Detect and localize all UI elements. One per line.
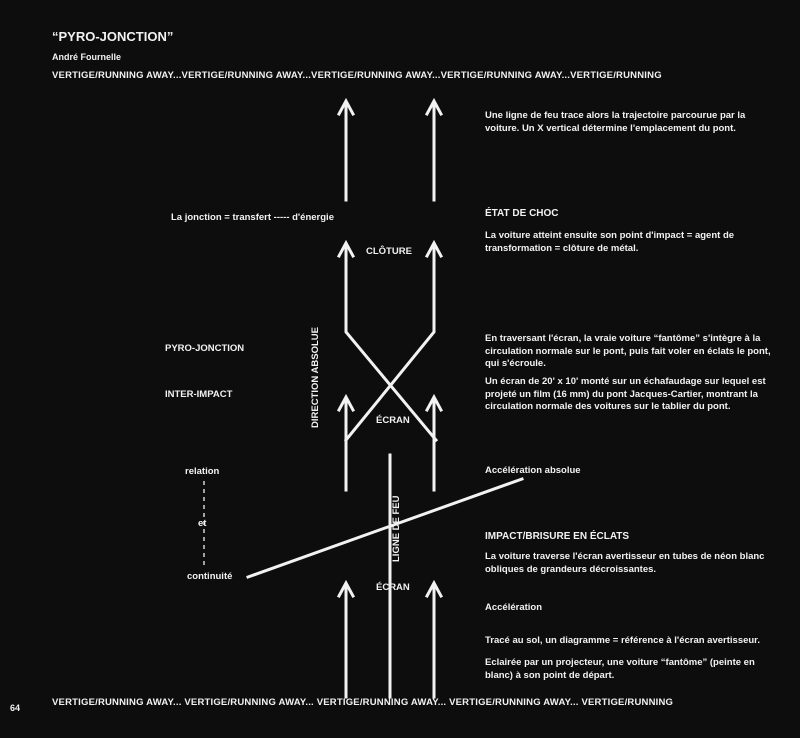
note-trace: Tracé au sol, un diagramme = référence à l'écran avertisseur.: [485, 635, 760, 646]
page-number: 64: [10, 703, 21, 713]
note-ligne-feu: Une ligne de feu trace alors la trajectoire parcourue par la voiture. Un X vertical détermine l'emplacement du pont.: [485, 110, 746, 134]
ecran-mid-left-arrow: [339, 397, 353, 490]
label-inter-impact: INTER-IMPACT: [165, 389, 233, 400]
label-cloture: CLÔTURE: [366, 246, 412, 257]
note-etat-choc: La voiture atteint ensuite son point d'impact = agent de transformation = clôture de métal.: [485, 230, 735, 254]
bottom-right-arrow: [427, 583, 441, 697]
note-eclairee: Eclairée par un projecteur, une voiture “fantôme” (peinte en blanc) à son point de départ.: [485, 657, 755, 681]
label-et: et: [198, 518, 207, 529]
note-etat-choc-heading: ÉTAT DE CHOC: [485, 208, 559, 219]
acceleration-diagonal-line: [248, 479, 522, 577]
label-acceleration-absolue: Accélération absolue: [485, 465, 581, 476]
top-left-arrow: [339, 101, 353, 200]
banner-top: VERTIGE/RUNNING AWAY...VERTIGE/RUNNING AWAY...VERTIGE/RUNNING AWAY...VERTIGE/RUNNING AWAY...VERTIGE/RUNNING: [52, 70, 662, 81]
page-title: “PYRO-JONCTION”: [52, 29, 174, 44]
label-jonction: La jonction = transfert ----- d'énergie: [171, 212, 334, 223]
label-ecran-mid: ÉCRAN: [376, 415, 410, 426]
note-ecran-desc: Un écran de 20' x 10' monté sur un échafaudage sur lequel est projeté un film (16 mm) du pont Jacques-Cartier, montrant la circulation normale des voitures sur le tablier du pont.: [485, 376, 766, 412]
bottom-left-arrow: [339, 583, 353, 697]
banner-bottom: VERTIGE/RUNNING AWAY... VERTIGE/RUNNING AWAY... VERTIGE/RUNNING AWAY... VERTIGE/RUNNING AWAY... VERTIGE/RUNNING: [52, 697, 674, 708]
label-ligne-de-feu: LIGNE DE FEU: [391, 495, 402, 562]
top-right-arrow: [427, 101, 441, 200]
label-direction-absolue: DIRECTION ABSOLUE: [310, 327, 321, 428]
note-acceleration: Accélération: [485, 602, 543, 613]
author-name: André Fournelle: [52, 52, 122, 62]
label-relation: relation: [185, 466, 220, 477]
note-impact: La voiture traverse l'écran avertisseur en tubes de néon blanc obliques de grandeurs décroissantes.: [485, 551, 765, 575]
label-pyro-jonction: PYRO-JONCTION: [165, 343, 245, 354]
label-ecran-low: ÉCRAN: [376, 582, 410, 593]
ecran-mid-right-arrow: [427, 397, 441, 490]
note-impact-heading: IMPACT/BRISURE EN ÉCLATS: [485, 531, 630, 542]
label-continuite: continuité: [187, 571, 233, 582]
note-traversant: En traversant l'écran, la vraie voiture “fantôme” s'intègre à la circulation normale sur le pont, puis fait voler en éclats le pont, qui s'écroule.: [485, 333, 771, 369]
